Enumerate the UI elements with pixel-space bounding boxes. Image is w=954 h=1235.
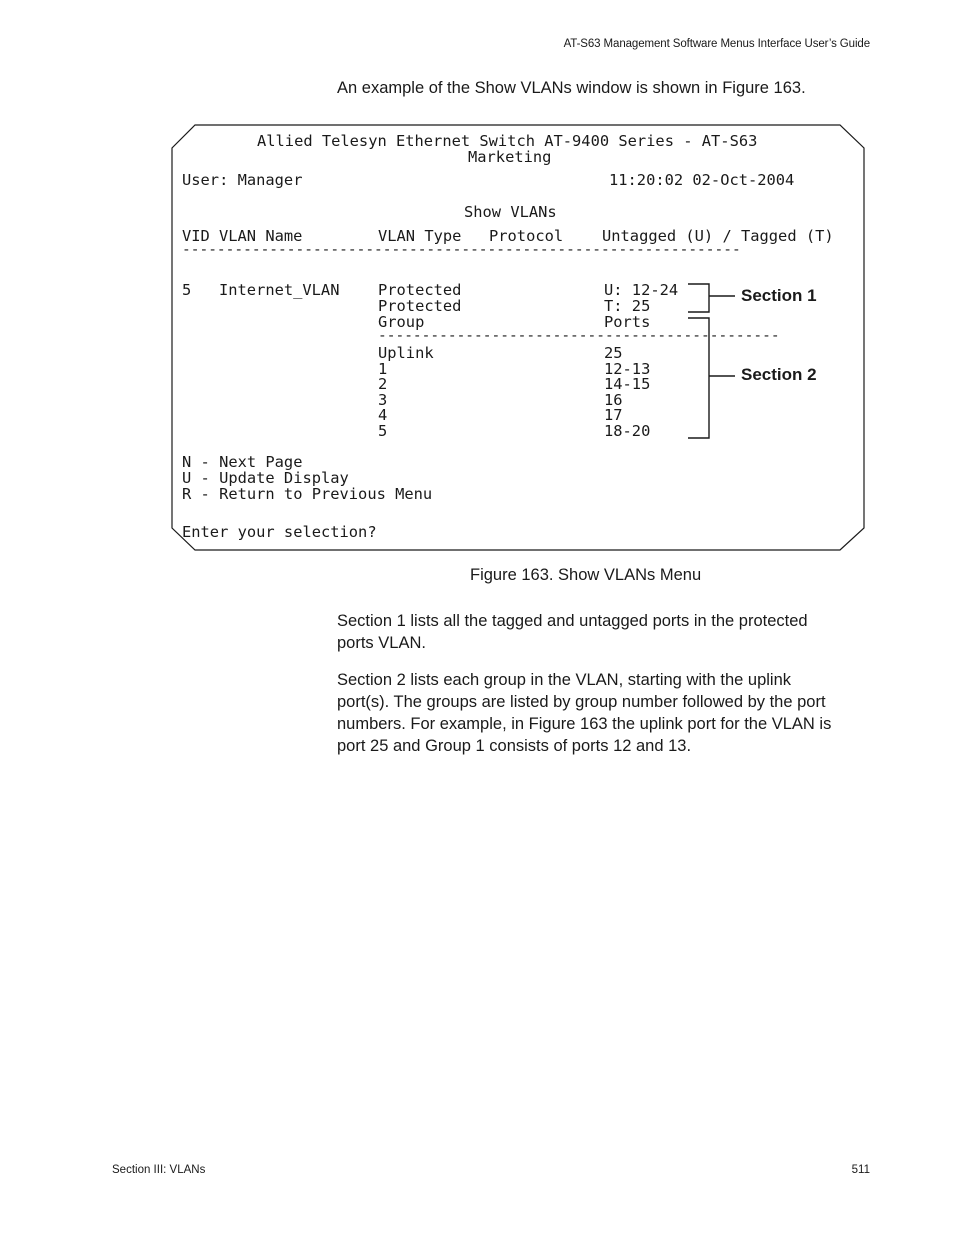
body-paragraph: Section 2 lists each group in the VLAN, starting with the uplink port(s). The groups are listed by group number followed by the port numbers. For example, in Figure 163 the uplink port for the VLAN is port 25 and Group 1 consists of ports 12 and 13.	[337, 671, 832, 755]
group-label: 3	[378, 391, 388, 409]
terminal-title: Allied Telesyn Ethernet Switch AT-9400 Series - AT-S63	[257, 132, 758, 150]
group-header-ports: Ports	[604, 313, 651, 331]
section2-callout: Section 2	[741, 365, 817, 384]
group-ports: 14-15	[604, 375, 651, 393]
body-paragraph: Section 1 lists all the tagged and untagged ports in the protected ports VLAN.	[337, 612, 808, 652]
group-header-label: Group	[378, 313, 425, 331]
menu-next-page: N - Next Page	[182, 453, 303, 471]
group-ports: 12-13	[604, 360, 651, 378]
running-header: AT-S63 Management Software Menus Interface User’s Guide	[563, 38, 870, 50]
section1-type: Protected	[378, 281, 462, 299]
group-label: 1	[378, 360, 388, 378]
divider-short: ----------------------------------------------	[378, 328, 780, 344]
section1-type: Protected	[378, 297, 462, 315]
section1-callout: Section 1	[741, 286, 817, 305]
menu-update-display: U - Update Display	[182, 469, 349, 487]
col-vid: VID	[182, 227, 210, 245]
col-ports: Untagged (U) / Tagged (T)	[602, 227, 834, 245]
intro-text: An example of the Show VLANs window is shown in Figure 163.	[337, 79, 806, 97]
vlan-vid: 5	[182, 281, 192, 299]
figure-caption: Figure 163. Show VLANs Menu	[470, 566, 702, 584]
divider-long: ----------------------------------------------------------------	[182, 242, 741, 258]
group-ports: 18-20	[604, 422, 651, 440]
group-ports: 25	[604, 344, 623, 362]
page-number: 511	[851, 1164, 870, 1176]
col-vlan-name: VLAN Name	[219, 227, 303, 245]
terminal-user: User: Manager	[182, 171, 303, 189]
col-vlan-type: VLAN Type	[378, 227, 462, 245]
section1-bracket	[688, 284, 709, 312]
group-label: Uplink	[378, 344, 434, 362]
terminal-screen-name: Show VLANs	[464, 203, 557, 221]
section1-ports: U: 12-24	[604, 281, 679, 299]
group-ports: 17	[604, 406, 623, 424]
group-label: 4	[378, 406, 388, 424]
terminal-prompt: Enter your selection?	[182, 523, 377, 541]
section1-ports: T: 25	[604, 297, 651, 315]
group-label: 5	[378, 422, 388, 440]
footer-section: Section III: VLANs	[112, 1164, 206, 1176]
terminal-subtitle: Marketing	[468, 148, 552, 166]
group-ports: 16	[604, 391, 623, 409]
group-label: 2	[378, 375, 388, 393]
col-protocol: Protocol	[489, 227, 564, 245]
menu-return: R - Return to Previous Menu	[182, 485, 433, 503]
terminal-datetime: 11:20:02 02-Oct-2004	[609, 171, 795, 189]
vlan-name: Internet_VLAN	[219, 281, 340, 299]
